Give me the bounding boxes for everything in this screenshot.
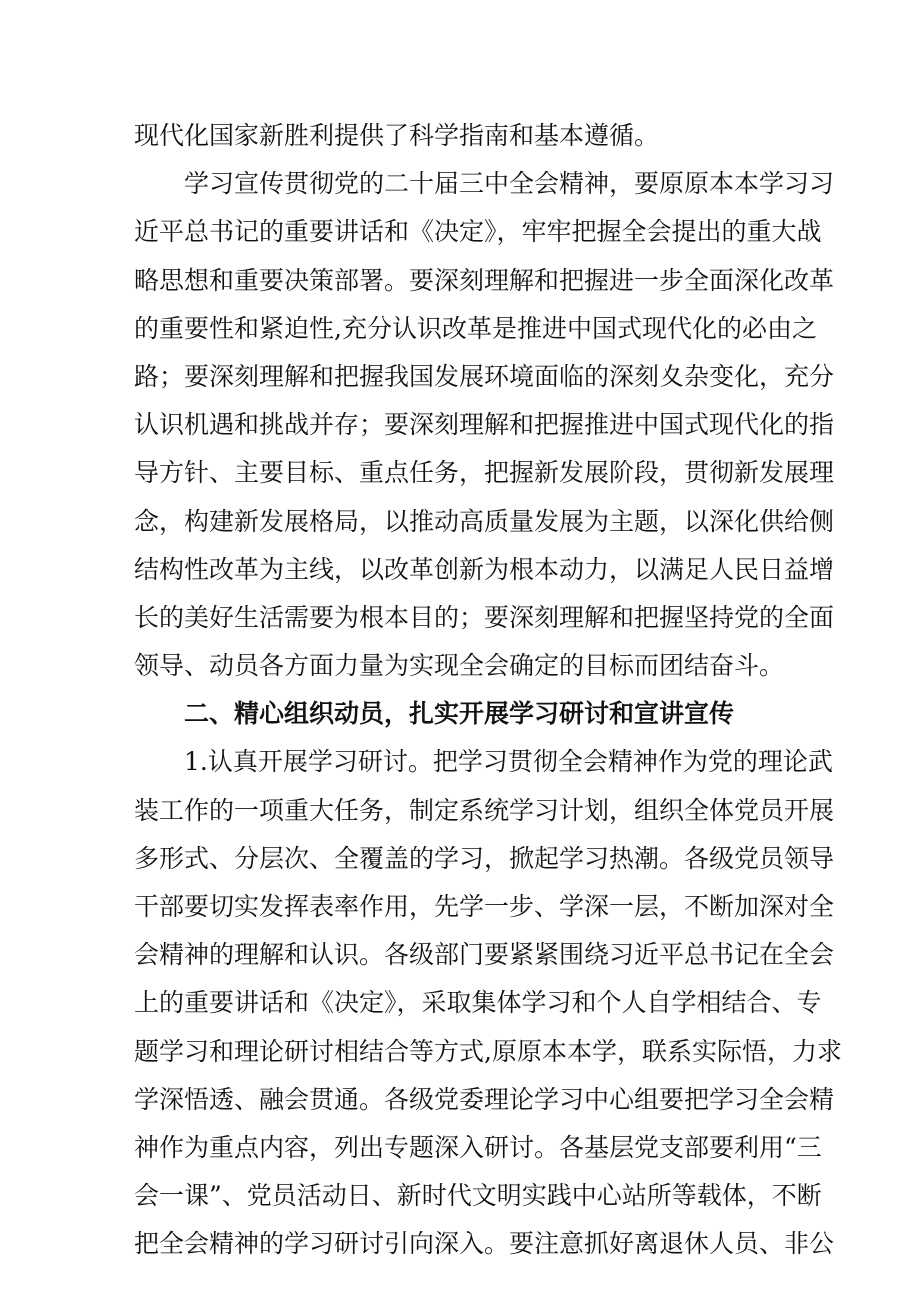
paragraph-line: 导方针、主要目标、重点任务，把握新发展阶段，贯彻新发展理 [134, 458, 835, 488]
paragraph-line: 题学习和理论研讨相结合等方式,原原本本学，联系实际悟，力求 [134, 1036, 842, 1066]
paragraph-line: 会一课”、党员活动日、新时代文明实践中心站所等载体，不断 [134, 1181, 822, 1211]
paragraph-line: 路；要深刻理解和把握我国发展环境面临的深刻夊杂变化，充分 [134, 361, 835, 391]
paragraph-line: 认识机遇和挑战并存；要深刻理解和把握推进中国式现代化的指 [134, 410, 835, 440]
paragraph-line: 干部要切实发挥表率作用，先学一步、学深一层，不断加深对全 [134, 892, 835, 921]
paragraph-line: 略思想和重要决策部署。要深刻理解和把握进一步全面深化改革 [134, 265, 835, 295]
document-body [134, 112, 842, 1269]
paragraph-line: 领导、动员各方面力量为实现全会确定的目标而团结奋斗。 [134, 651, 785, 681]
paragraph-line: 会精神的理解和认识。各级部门要紧紧围绕习近平总书记在全会 [134, 940, 835, 970]
paragraph-line: 上的重要讲话和《决定》，采取集体学习和个人自学相结合、专 [134, 988, 822, 1018]
paragraph-line: 的重要性和紧迫性,充分认识改革是推进中国式现代化的必由之 [134, 313, 817, 343]
paragraph-line: 近平总书记的重要讲话和《决定》，牢牢把握全会提出的重大战 [134, 217, 822, 247]
paragraph-line: 1.认真开展学习研讨。把学习贯彻全会精神作为党的理论武 [184, 747, 833, 777]
paragraph-line: 把全会精神的学习研讨引向深入。要注意抓好离退休人员、非公 [134, 1229, 835, 1259]
paragraph-line: 装工作的一项重大任务，制定系统学习计划，组织全体党员开展 [134, 795, 835, 825]
paragraph-line: 学习宣传贯彻党的二十届三中全会精神，要原原本本学习习 [184, 169, 835, 199]
paragraph-line: 结构性改革为主线，以改革创新为根本动力，以满足人民日益增 [134, 554, 835, 584]
paragraph-line: 念，构建新发展格局，以推动高质量发展为主题，以深化供给侧 [134, 506, 835, 536]
section-heading: 二、精心组织动员，扎实开展学习研讨和宣讲宣传 [184, 699, 735, 729]
paragraph-line: 学深悟透、融会贯通。各级党委理论学习中心组要把学习全会精 [134, 1084, 835, 1114]
paragraph-line: 长的美好生活需要为根本目的；要深刻理解和把握坚持党的全面 [134, 602, 835, 632]
paragraph-line: 神作为重点内容，列出专题深入研讨。各基层党支部要利用“三 [134, 1132, 822, 1162]
paragraph-line: 多形式、分层次、全覆盖的学习，掀起学习热潮。各级党员领导 [134, 843, 835, 873]
paragraph-line: 现代化国家新胜利提供了科学指南和基本遵循。 [134, 121, 660, 150]
